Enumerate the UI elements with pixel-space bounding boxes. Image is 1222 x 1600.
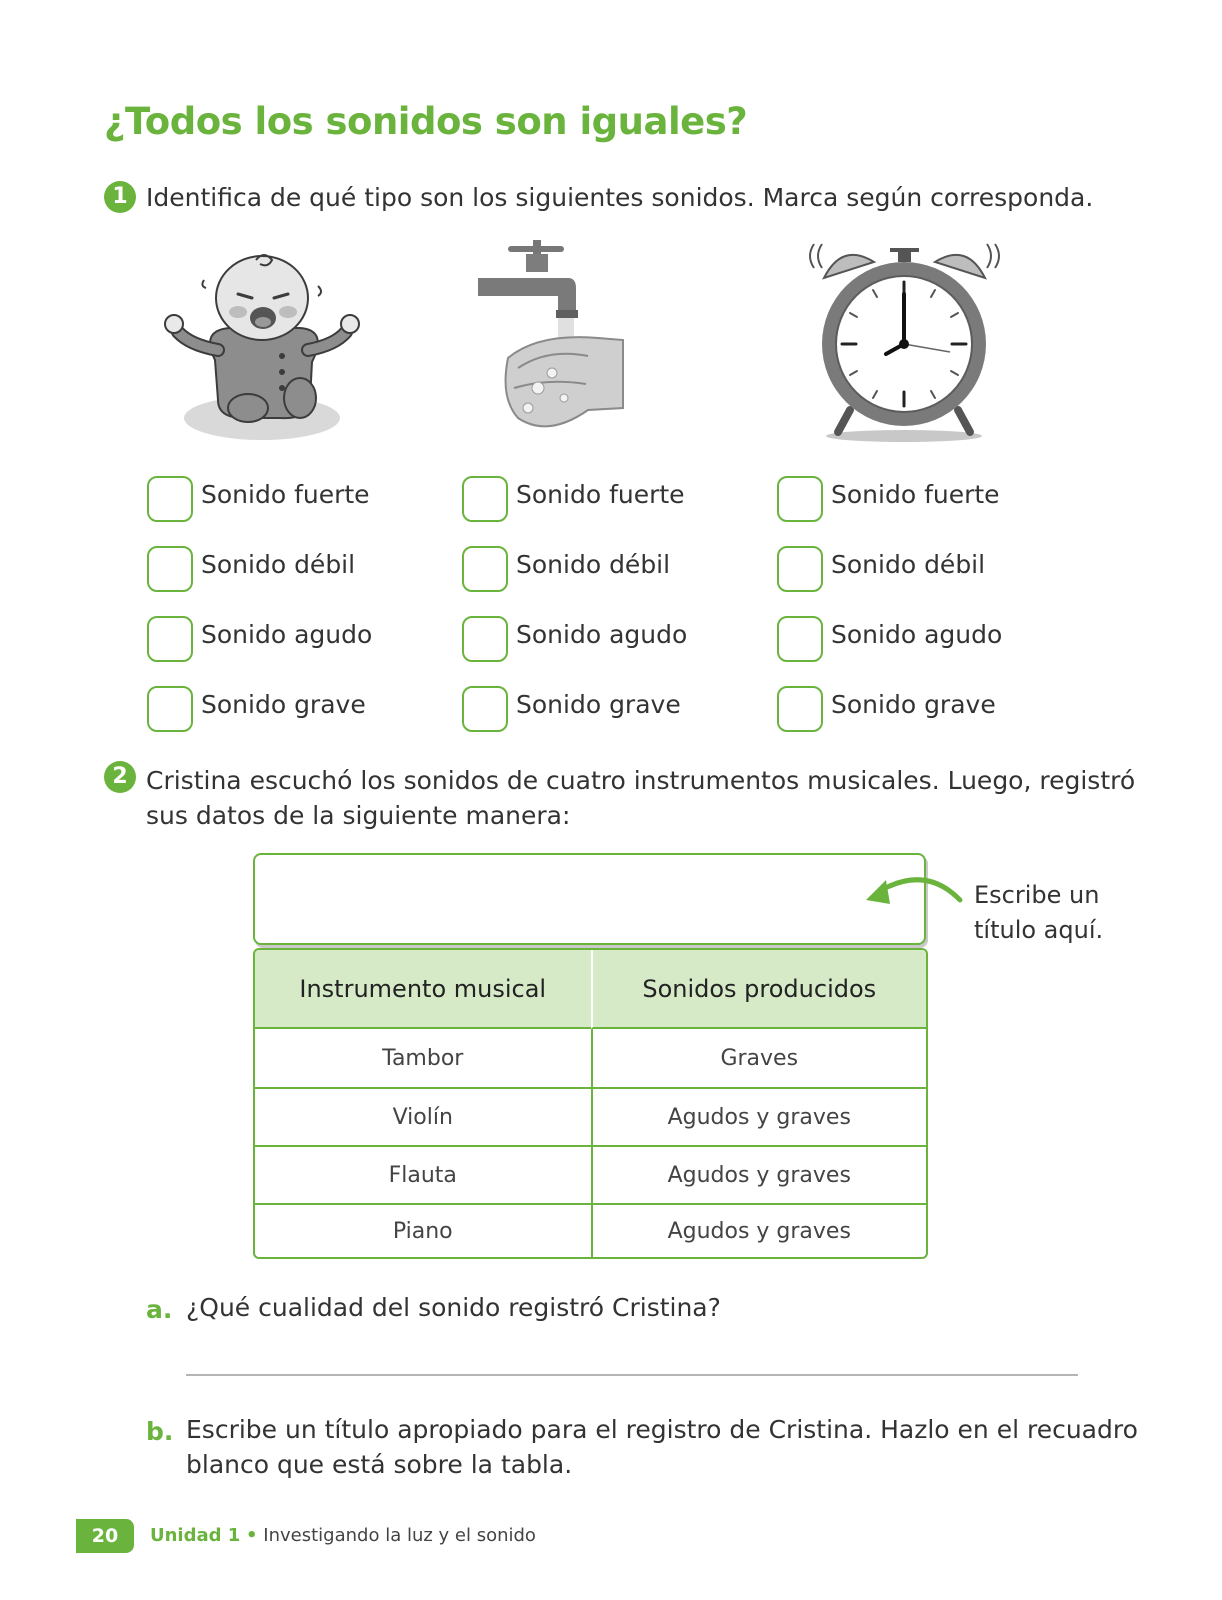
instrument-table (253, 948, 928, 1259)
sub-question-a-text: ¿Qué cualidad del sonido registró Cristina? (186, 1293, 721, 1322)
answer-line-a[interactable] (186, 1374, 1078, 1376)
option-label: Sonido fuerte (516, 480, 685, 509)
option-label: Sonido débil (831, 550, 986, 579)
checkbox-baby-fuerte[interactable] (147, 476, 193, 522)
table-row (255, 1203, 926, 1257)
question-1-text: Identifica de qué tipo son los siguientes sonidos. Marca según corresponda. (146, 183, 1094, 212)
option-label: Sonido agudo (831, 620, 1003, 649)
table-header-row (255, 950, 926, 1029)
option-label: Sonido agudo (201, 620, 373, 649)
checkbox-faucet-agudo[interactable] (462, 616, 508, 662)
title-instruction-note (974, 878, 1103, 948)
checkbox-clock-agudo[interactable] (777, 616, 823, 662)
table-cell: Agudos y graves (591, 1203, 927, 1257)
running-faucet-icon (478, 238, 638, 448)
page-number: 20 (76, 1519, 134, 1553)
option-label: Sonido fuerte (831, 480, 1000, 509)
note-line: Escribe un (974, 881, 1100, 909)
question-2-text-line1: Cristina escuchó los sonidos de cuatro instrumentos musicales. Luego, registró (146, 766, 1136, 795)
alarm-clock-icon (802, 240, 1007, 445)
column-header-sounds: Sonidos producidos (591, 950, 927, 1029)
page-title: ¿Todos los sonidos son iguales? (104, 100, 748, 143)
table-title-input[interactable] (253, 853, 926, 945)
note-line: título aquí. (974, 916, 1104, 944)
checkbox-clock-fuerte[interactable] (777, 476, 823, 522)
option-label: Sonido grave (831, 690, 996, 719)
checkbox-baby-grave[interactable] (147, 686, 193, 732)
table-cell: Violín (255, 1087, 591, 1145)
option-label: Sonido fuerte (201, 480, 370, 509)
question-number-1: 1 (104, 181, 136, 213)
checkbox-faucet-debil[interactable] (462, 546, 508, 592)
footer-subtitle: Investigando la luz y el sonido (263, 1525, 536, 1546)
checkbox-baby-agudo[interactable] (147, 616, 193, 662)
question-2-text-line2: sus datos de la siguiente manera: (146, 801, 571, 830)
table-cell: Tambor (382, 1045, 464, 1071)
table-cell: Piano (255, 1203, 591, 1257)
sub-question-b-text-line1: Escribe un título apropiado para el registro de Cristina. Hazlo en el recuadro (186, 1415, 1138, 1444)
checkbox-clock-grave[interactable] (777, 686, 823, 732)
sub-question-b-letter: b. (146, 1417, 174, 1446)
option-label: Sonido grave (516, 690, 681, 719)
footer-separator: • (246, 1525, 258, 1546)
question-number-2: 2 (104, 761, 136, 793)
option-label: Sonido débil (201, 550, 356, 579)
sub-question-b-text-line2: blanco que está sobre la tabla. (186, 1450, 573, 1479)
table-row (255, 1029, 926, 1087)
curved-arrow-icon (860, 870, 965, 920)
checkbox-faucet-fuerte[interactable] (462, 476, 508, 522)
footer-unit: Unidad 1 (150, 1525, 241, 1546)
footer-text (150, 1525, 536, 1546)
checkbox-baby-debil[interactable] (147, 546, 193, 592)
crying-baby-icon (160, 250, 365, 445)
table-cell: Flauta (255, 1145, 591, 1203)
table-row (255, 1145, 926, 1203)
table-cell: Agudos y graves (591, 1087, 927, 1145)
option-label: Sonido débil (516, 550, 671, 579)
checkbox-faucet-grave[interactable] (462, 686, 508, 732)
checkbox-clock-debil[interactable] (777, 546, 823, 592)
table-cell: Graves (591, 1029, 927, 1087)
table-cell: Agudos y graves (591, 1145, 927, 1203)
option-label: Sonido agudo (516, 620, 688, 649)
option-label: Sonido grave (201, 690, 366, 719)
column-header-instrument: Instrumento musical (255, 950, 591, 1029)
sub-question-a-letter: a. (146, 1295, 173, 1324)
table-row (255, 1087, 926, 1145)
